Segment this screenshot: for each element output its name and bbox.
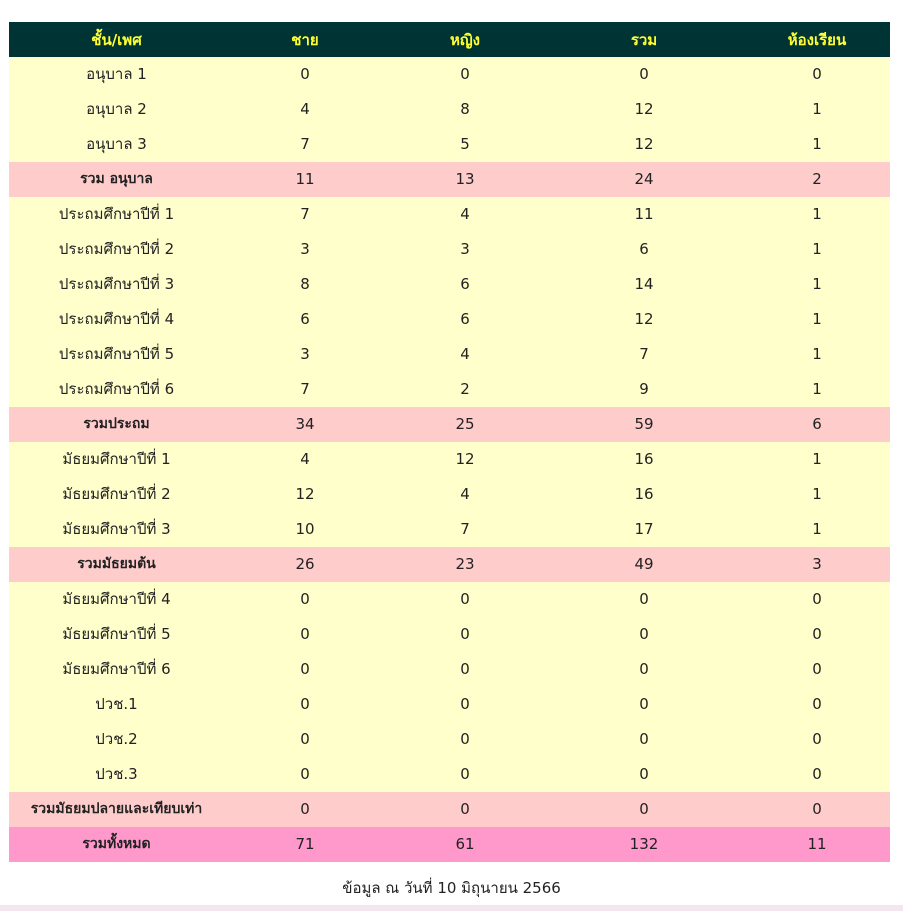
total-count: 0 <box>544 582 744 617</box>
male-count: 6 <box>224 302 386 337</box>
male-count: 7 <box>224 197 386 232</box>
row-label: รวมประถม <box>9 407 224 442</box>
total-count: 16 <box>544 477 744 512</box>
subtotal-row <box>9 547 890 582</box>
header-row <box>9 22 890 57</box>
header-classrooms: ห้องเรียน <box>744 22 890 57</box>
male-count: 4 <box>224 92 386 127</box>
male-count: 0 <box>224 617 386 652</box>
male-count: 12 <box>224 477 386 512</box>
table-row <box>9 57 890 92</box>
table-body <box>9 57 890 862</box>
classroom-count: 1 <box>744 267 890 302</box>
table-row <box>9 722 890 757</box>
data-date-note: ข้อมูล ณ วันที่ 10 มิถุนายน 2566 <box>342 879 561 897</box>
table-row <box>9 127 890 162</box>
table-row <box>9 582 890 617</box>
female-count: 7 <box>386 512 544 547</box>
total-count: 0 <box>544 687 744 722</box>
total-count: 12 <box>544 302 744 337</box>
classroom-count: 1 <box>744 372 890 407</box>
header-female: หญิง <box>386 22 544 57</box>
total-count: 9 <box>544 372 744 407</box>
classroom-count: 0 <box>744 722 890 757</box>
female-count: 0 <box>386 687 544 722</box>
classroom-count: 2 <box>744 162 890 197</box>
classroom-count: 1 <box>744 302 890 337</box>
grand-total-row <box>9 827 890 862</box>
female-count: 0 <box>386 582 544 617</box>
table-row <box>9 302 890 337</box>
female-count: 0 <box>386 722 544 757</box>
total-count: 0 <box>544 792 744 827</box>
row-label: ประถมศึกษาปีที่ 5 <box>9 337 224 372</box>
classroom-count: 6 <box>744 407 890 442</box>
total-count: 7 <box>544 337 744 372</box>
male-count: 0 <box>224 582 386 617</box>
female-count: 13 <box>386 162 544 197</box>
classroom-count: 1 <box>744 337 890 372</box>
header-total: รวม <box>544 22 744 57</box>
classroom-count: 1 <box>744 512 890 547</box>
male-count: 34 <box>224 407 386 442</box>
total-count: 6 <box>544 232 744 267</box>
total-count: 0 <box>544 757 744 792</box>
female-count: 0 <box>386 652 544 687</box>
row-label: มัธยมศึกษาปีที่ 6 <box>9 652 224 687</box>
female-count: 0 <box>386 57 544 92</box>
classroom-count: 0 <box>744 792 890 827</box>
row-label: มัธยมศึกษาปีที่ 3 <box>9 512 224 547</box>
row-label: ประถมศึกษาปีที่ 3 <box>9 267 224 302</box>
male-count: 7 <box>224 372 386 407</box>
classroom-count: 0 <box>744 652 890 687</box>
table-row <box>9 267 890 302</box>
female-count: 5 <box>386 127 544 162</box>
classroom-count: 1 <box>744 477 890 512</box>
row-label: ประถมศึกษาปีที่ 1 <box>9 197 224 232</box>
male-count: 11 <box>224 162 386 197</box>
female-count: 4 <box>386 477 544 512</box>
male-count: 71 <box>224 827 386 862</box>
table-row <box>9 652 890 687</box>
table-row <box>9 512 890 547</box>
female-count: 25 <box>386 407 544 442</box>
total-count: 12 <box>544 127 744 162</box>
classroom-count: 1 <box>744 197 890 232</box>
header-male: ชาย <box>224 22 386 57</box>
classroom-count: 0 <box>744 57 890 92</box>
subtotal-row <box>9 162 890 197</box>
row-label: มัธยมศึกษาปีที่ 2 <box>9 477 224 512</box>
male-count: 0 <box>224 792 386 827</box>
table-header <box>9 22 890 57</box>
row-label: ประถมศึกษาปีที่ 4 <box>9 302 224 337</box>
table-row <box>9 372 890 407</box>
classroom-count: 0 <box>744 687 890 722</box>
classroom-count: 0 <box>744 582 890 617</box>
female-count: 3 <box>386 232 544 267</box>
female-count: 0 <box>386 617 544 652</box>
classroom-count: 0 <box>744 757 890 792</box>
total-count: 132 <box>544 827 744 862</box>
classroom-count: 0 <box>744 617 890 652</box>
total-count: 0 <box>544 652 744 687</box>
female-count: 6 <box>386 302 544 337</box>
row-label: มัธยมศึกษาปีที่ 5 <box>9 617 224 652</box>
row-label: รวมมัธยมปลายและเทียบเท่า <box>9 792 224 827</box>
row-label: ปวช.1 <box>9 687 224 722</box>
male-count: 0 <box>224 722 386 757</box>
female-count: 4 <box>386 197 544 232</box>
female-count: 61 <box>386 827 544 862</box>
female-count: 0 <box>386 792 544 827</box>
row-label: อนุบาล 2 <box>9 92 224 127</box>
row-label: ปวช.2 <box>9 722 224 757</box>
total-count: 11 <box>544 197 744 232</box>
table-row <box>9 337 890 372</box>
total-count: 12 <box>544 92 744 127</box>
male-count: 3 <box>224 232 386 267</box>
row-label: มัธยมศึกษาปีที่ 1 <box>9 442 224 477</box>
male-count: 0 <box>224 687 386 722</box>
classroom-count: 1 <box>744 92 890 127</box>
female-count: 8 <box>386 92 544 127</box>
row-label: อนุบาล 1 <box>9 57 224 92</box>
total-count: 16 <box>544 442 744 477</box>
male-count: 10 <box>224 512 386 547</box>
row-label: ปวช.3 <box>9 757 224 792</box>
male-count: 8 <box>224 267 386 302</box>
total-count: 17 <box>544 512 744 547</box>
male-count: 26 <box>224 547 386 582</box>
table-row <box>9 687 890 722</box>
table-row <box>9 757 890 792</box>
female-count: 4 <box>386 337 544 372</box>
total-count: 49 <box>544 547 744 582</box>
header-grade-gender: ชั้น/เพศ <box>9 22 224 57</box>
male-count: 0 <box>224 757 386 792</box>
male-count: 3 <box>224 337 386 372</box>
table-row <box>9 92 890 127</box>
male-count: 0 <box>224 652 386 687</box>
table-row <box>9 197 890 232</box>
bottom-divider <box>0 905 903 911</box>
row-label: รวมทั้งหมด <box>9 827 224 862</box>
row-label: ประถมศึกษาปีที่ 6 <box>9 372 224 407</box>
table-row <box>9 442 890 477</box>
total-count: 14 <box>544 267 744 302</box>
row-label: มัธยมศึกษาปีที่ 4 <box>9 582 224 617</box>
row-label: รวมมัธยมต้น <box>9 547 224 582</box>
female-count: 12 <box>386 442 544 477</box>
male-count: 0 <box>224 57 386 92</box>
total-count: 0 <box>544 722 744 757</box>
classroom-count: 3 <box>744 547 890 582</box>
female-count: 23 <box>386 547 544 582</box>
classroom-count: 1 <box>744 127 890 162</box>
table-row <box>9 477 890 512</box>
male-count: 4 <box>224 442 386 477</box>
total-count: 0 <box>544 617 744 652</box>
total-count: 0 <box>544 57 744 92</box>
male-count: 7 <box>224 127 386 162</box>
student-statistics-table <box>9 22 890 862</box>
female-count: 2 <box>386 372 544 407</box>
classroom-count: 1 <box>744 442 890 477</box>
table-row <box>9 617 890 652</box>
classroom-count: 11 <box>744 827 890 862</box>
table-row <box>9 232 890 267</box>
subtotal-row <box>9 792 890 827</box>
total-count: 24 <box>544 162 744 197</box>
female-count: 6 <box>386 267 544 302</box>
row-label: ประถมศึกษาปีที่ 2 <box>9 232 224 267</box>
female-count: 0 <box>386 757 544 792</box>
row-label: รวม อนุบาล <box>9 162 224 197</box>
total-count: 59 <box>544 407 744 442</box>
row-label: อนุบาล 3 <box>9 127 224 162</box>
classroom-count: 1 <box>744 232 890 267</box>
subtotal-row <box>9 407 890 442</box>
